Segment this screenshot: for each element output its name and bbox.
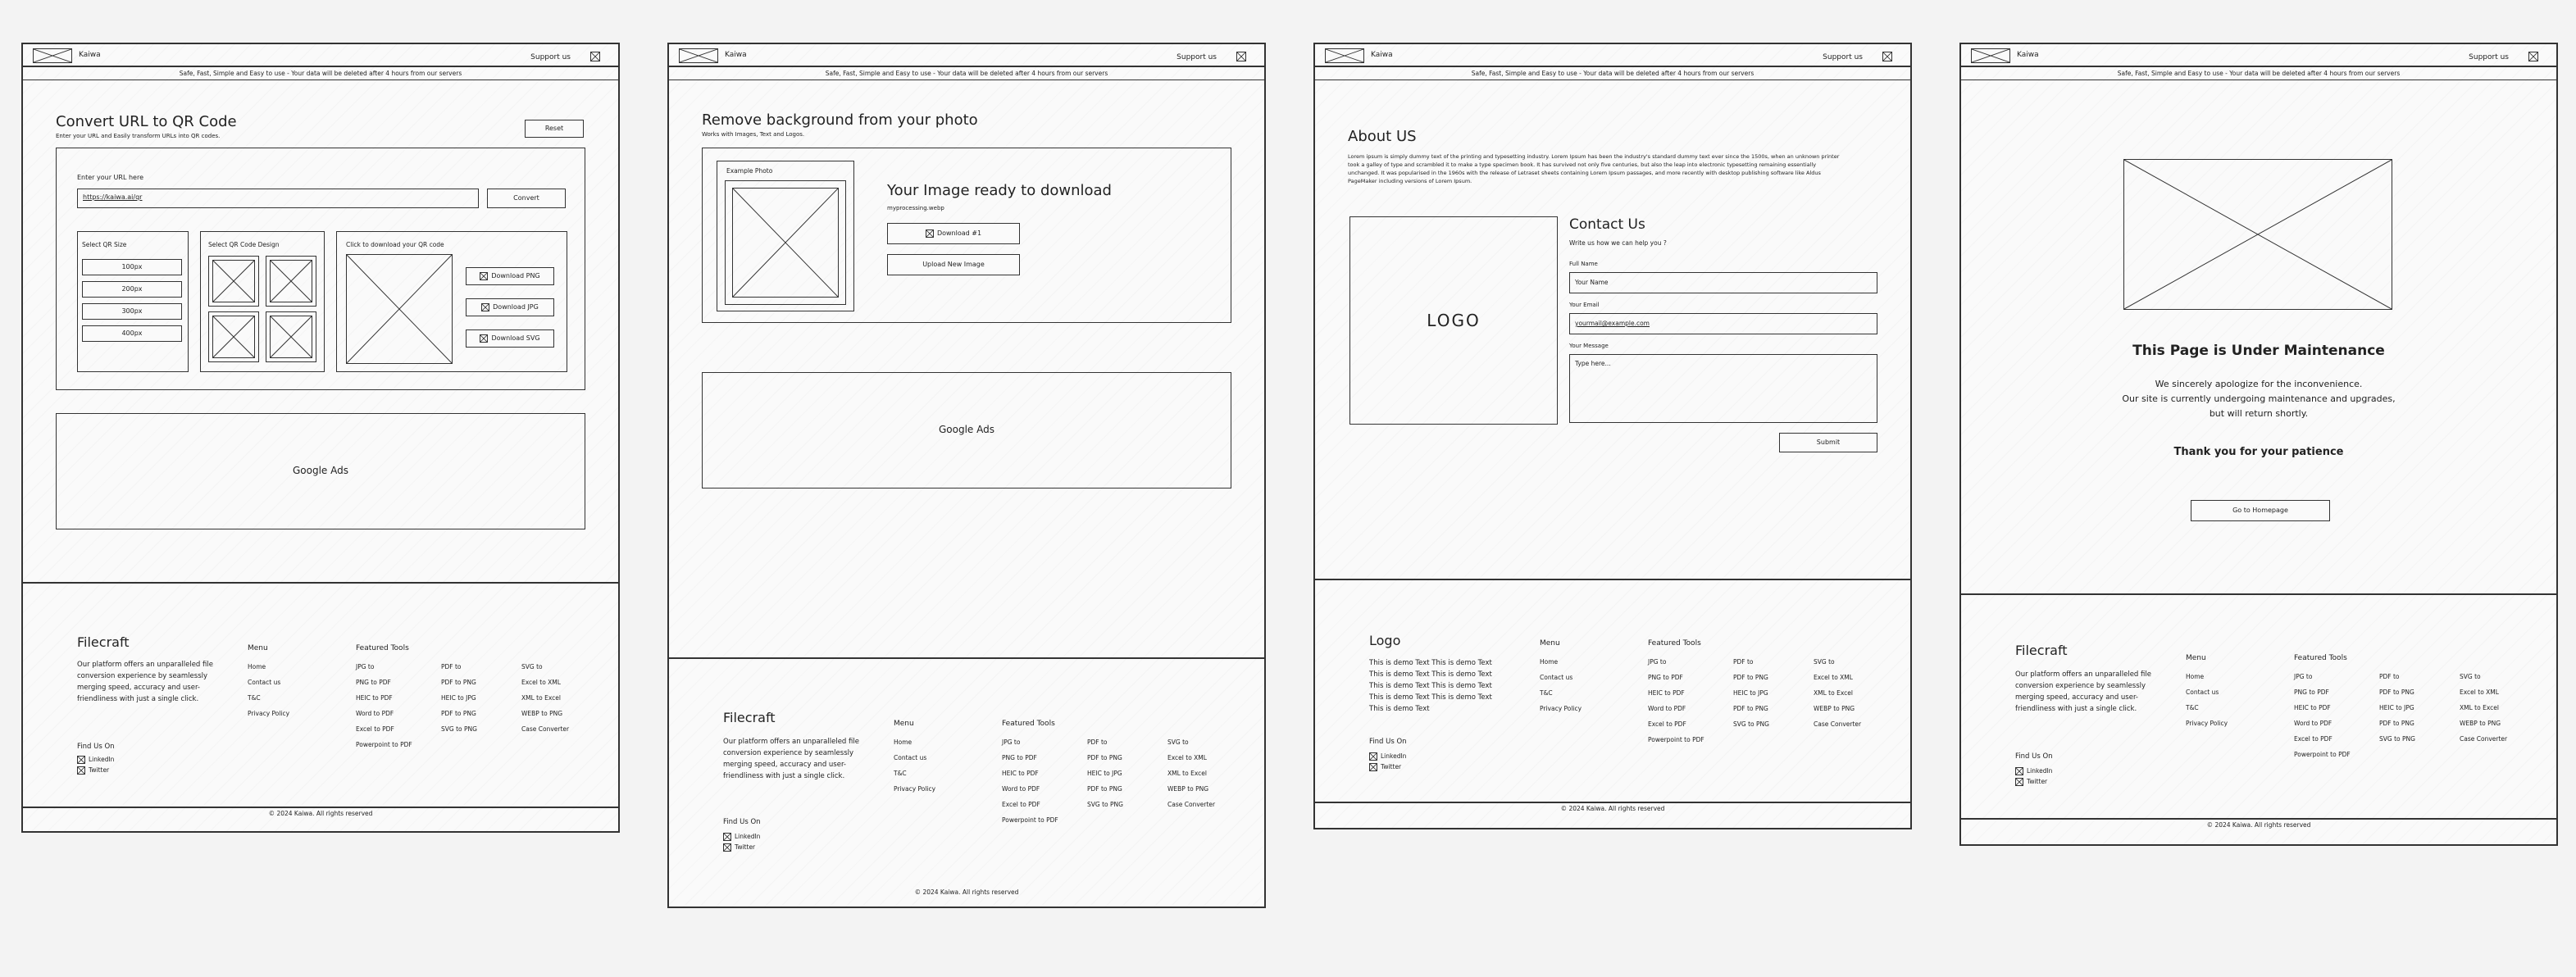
message-placeholder: Type here...: [1575, 360, 1611, 367]
tools-column-2: [2379, 669, 2415, 747]
about-title: About US: [1348, 128, 1417, 145]
footer-desc-line: This is demo Text This is demo Text: [1369, 659, 1492, 667]
tool-link[interactable]: PDF to: [2379, 673, 2400, 680]
tool-link[interactable]: Powerpoint to PDF: [2294, 751, 2351, 758]
tool-link[interactable]: PDF to PNG: [1087, 754, 1122, 761]
message-label: Your Message: [1569, 343, 1609, 349]
tools-column-3: [1167, 734, 1215, 812]
maintenance-page-frame: [1959, 43, 2558, 846]
tool-link[interactable]: HEIC to PDF: [1648, 689, 1685, 697]
tool-link[interactable]: Case Converter: [1814, 720, 1862, 728]
linkedin-label: LinkedIn: [735, 833, 761, 840]
download-jpg-button[interactable]: [466, 298, 554, 316]
submit-button[interactable]: Submit: [1779, 433, 1877, 452]
tool-link[interactable]: PDF to PNG: [2379, 688, 2414, 696]
go-home-button[interactable]: Go to Homepage: [2191, 500, 2330, 521]
size-option[interactable]: 400px: [82, 325, 182, 342]
tool-link[interactable]: SVG to PNG: [2379, 735, 2415, 743]
logo-text: Kaiwa: [79, 51, 101, 59]
twitter-icon: [77, 766, 85, 775]
copyright: © 2024 Kaiwa. All rights reserved: [1315, 802, 1910, 829]
maintenance-image: [2123, 159, 2392, 310]
tools-title: Featured Tools: [2294, 654, 2347, 662]
linkedin-icon: [2015, 767, 2023, 775]
tool-link[interactable]: Excel to PDF: [1648, 720, 1686, 728]
menu-icon[interactable]: [590, 52, 600, 61]
menu-title: Menu: [894, 720, 914, 728]
example-frame: [725, 180, 846, 305]
tool-link[interactable]: Word to PDF: [1002, 785, 1040, 793]
menu-icon[interactable]: [2528, 52, 2538, 61]
email-label: Your Email: [1569, 302, 1600, 308]
linkedin-icon: [77, 756, 85, 764]
linkedin-link[interactable]: [77, 754, 114, 765]
tool-link[interactable]: SVG to: [2460, 673, 2481, 680]
tool-link[interactable]: JPG to: [1002, 738, 1021, 746]
ads-box: [702, 372, 1231, 489]
logo-image[interactable]: [1325, 48, 1364, 63]
footer: [23, 582, 618, 584]
qr-design-option[interactable]: [266, 311, 316, 362]
header: [1961, 44, 2556, 67]
menu-list: [1540, 654, 1582, 716]
size-panel: [77, 231, 189, 372]
footer: [1315, 579, 1910, 580]
logo-placeholder-text: LOGO: [1427, 311, 1481, 330]
menu-link[interactable]: Privacy Policy: [894, 785, 936, 793]
footer-desc-line: conversion experience by seamlessly: [723, 749, 854, 757]
menu-link[interactable]: T&C: [248, 694, 261, 702]
download-button[interactable]: [887, 223, 1020, 244]
tool-link[interactable]: Excel to PDF: [356, 725, 394, 733]
linkedin-link[interactable]: [1369, 751, 1406, 761]
tools-column-2: [441, 659, 477, 737]
maintenance-line-2: Our site is currently undergoing maintenance and upgrades,: [2122, 393, 2396, 404]
twitter-label: Twitter: [1381, 763, 1402, 770]
email-value: yourmail@example.com: [1575, 320, 1650, 327]
size-option[interactable]: 300px: [82, 303, 182, 320]
footer-description: [77, 659, 213, 705]
tools-title: Featured Tools: [1648, 639, 1701, 648]
footer-description: [723, 736, 859, 782]
footer-brand: Filecraft: [77, 634, 130, 650]
download-png-button[interactable]: [466, 267, 554, 285]
maintenance-title: This Page is Under Maintenance: [2132, 343, 2385, 359]
tool-link[interactable]: Case Converter: [2460, 735, 2508, 743]
menu-link[interactable]: Contact us: [2186, 688, 2219, 696]
tools-column-2: [1733, 654, 1769, 732]
tool-link[interactable]: HEIC to PDF: [2294, 704, 2331, 711]
tool-link[interactable]: PDF to PNG: [1733, 705, 1768, 712]
page-title: Remove background from your photo: [702, 111, 978, 129]
menu-list: [2186, 669, 2228, 731]
menu-icon[interactable]: [1236, 52, 1246, 61]
url-input[interactable]: [77, 189, 479, 208]
menu-title: Menu: [248, 644, 268, 652]
tool-link[interactable]: PNG to PDF: [1648, 674, 1683, 681]
menu-list: [894, 734, 935, 797]
find-us-label: Find Us On: [723, 818, 761, 826]
tool-link[interactable]: Excel to XML: [2460, 688, 2499, 696]
tool-link[interactable]: HEIC to JPG: [2379, 704, 2414, 711]
footer-desc-line: This is demo Text This is demo Text: [1369, 693, 1492, 702]
footer-desc-line: merging speed, accuracy and user-: [2015, 693, 2138, 702]
tool-link[interactable]: SVG to: [1167, 738, 1189, 746]
logo-placeholder: [1349, 216, 1558, 425]
ads-label: Google Ads: [939, 424, 994, 435]
menu-link[interactable]: Home: [2186, 673, 2205, 680]
download-icon: [480, 334, 488, 343]
tool-link[interactable]: XML to Excel: [2460, 704, 2499, 711]
qr-design-option[interactable]: [208, 311, 259, 362]
linkedin-label: LinkedIn: [2027, 767, 2053, 775]
tool-link[interactable]: XML to Excel: [1814, 689, 1853, 697]
tool-link[interactable]: HEIC to PDF: [1002, 770, 1039, 777]
menu-link[interactable]: Contact us: [1540, 674, 1573, 681]
linkedin-label: LinkedIn: [1381, 752, 1407, 760]
tool-link[interactable]: WEBP to PNG: [1167, 785, 1209, 793]
download-svg-button[interactable]: [466, 329, 554, 348]
email-input[interactable]: [1569, 313, 1877, 334]
social-links: [723, 831, 760, 852]
menu-link[interactable]: Home: [248, 663, 266, 670]
tools-column-3: [521, 659, 569, 737]
twitter-icon: [2015, 778, 2023, 786]
tool-link[interactable]: WEBP to PNG: [521, 710, 563, 717]
size-label: Select QR Size: [82, 241, 127, 248]
upload-new-button[interactable]: Upload New Image: [887, 254, 1020, 275]
tool-link[interactable]: Excel to PDF: [1002, 801, 1040, 808]
tool-link[interactable]: Case Converter: [1167, 801, 1216, 808]
tool-link[interactable]: Excel to XML: [1814, 674, 1853, 681]
footer-desc-line: friendliness with just a single click.: [723, 772, 845, 780]
support-link[interactable]: Support us: [1823, 53, 1863, 61]
tool-link[interactable]: JPG to: [356, 663, 375, 670]
menu-icon[interactable]: [1882, 52, 1892, 61]
maintenance-line-1: We sincerely apologize for the inconvenience.: [2155, 379, 2363, 389]
url-label: Enter your URL here: [77, 174, 143, 181]
qr-preview-image: [346, 254, 453, 364]
contact-subtitle: Write us how we can help you ?: [1569, 239, 1667, 247]
menu-link[interactable]: Privacy Policy: [2186, 720, 2228, 727]
menu-link[interactable]: Home: [1540, 658, 1559, 666]
support-link[interactable]: Support us: [530, 53, 571, 61]
menu-link[interactable]: Privacy Policy: [1540, 705, 1582, 712]
menu-link[interactable]: Contact us: [248, 679, 281, 686]
download-label: Click to download your QR code: [346, 241, 444, 248]
convert-button[interactable]: Convert: [487, 189, 566, 208]
tool-link[interactable]: PDF to: [441, 663, 462, 670]
tool-link[interactable]: SVG to PNG: [1087, 801, 1123, 808]
tools-column-3: [1814, 654, 1861, 732]
footer-desc-line: friendliness with just a single click.: [2015, 705, 2137, 713]
tool-link[interactable]: PNG to PDF: [2294, 688, 2329, 696]
footer-description: [1369, 657, 1492, 715]
header: [669, 44, 1264, 67]
tool-link[interactable]: Powerpoint to PDF: [1002, 816, 1058, 824]
tool-link[interactable]: PDF to: [1087, 738, 1108, 746]
page-title: Convert URL to QR Code: [56, 113, 237, 130]
download-jpg-label: Download JPG: [493, 303, 539, 311]
logo-text: Kaiwa: [2017, 51, 2039, 59]
footer-desc-line: merging speed, accuracy and user-: [77, 684, 200, 692]
social-links: [2015, 766, 2052, 787]
design-label: Select QR Code Design: [208, 241, 280, 248]
social-links: [77, 754, 114, 775]
tool-link[interactable]: PDF to PNG: [1087, 785, 1122, 793]
linkedin-label: LinkedIn: [89, 756, 115, 763]
twitter-link[interactable]: [77, 765, 114, 775]
tool-link[interactable]: WEBP to PNG: [1814, 705, 1855, 712]
logo-image[interactable]: [679, 48, 718, 63]
logo-text: Kaiwa: [1371, 51, 1393, 59]
notice-bar: Safe, Fast, Simple and Easy to use - Your data will be deleted after 4 hours from our servers: [23, 67, 618, 80]
notice-bar: Safe, Fast, Simple and Easy to use - Your data will be deleted after 4 hours from our servers: [1961, 67, 2556, 80]
tool-link[interactable]: SVG to PNG: [1733, 720, 1769, 728]
header: [1315, 44, 1910, 67]
support-link[interactable]: Support us: [1176, 53, 1217, 61]
twitter-icon: [723, 843, 731, 852]
footer-desc-line: Our platform offers an unparalleled file: [723, 738, 859, 746]
download-label: Download #1: [936, 229, 982, 237]
notice-bar: Safe, Fast, Simple and Easy to use - Your data will be deleted after 4 hours from our servers: [669, 67, 1264, 80]
tool-link[interactable]: PDF to PNG: [441, 679, 476, 686]
menu-title: Menu: [1540, 639, 1560, 648]
header: [23, 44, 618, 67]
menu-link[interactable]: Contact us: [894, 754, 927, 761]
linkedin-icon: [1369, 752, 1377, 761]
qr-design-option[interactable]: [266, 256, 316, 307]
footer-brand: Filecraft: [2015, 643, 2068, 658]
footer-desc-line: conversion experience by seamlessly: [2015, 682, 2146, 690]
social-links: [1369, 751, 1406, 772]
logo-text: Kaiwa: [725, 51, 747, 59]
linkedin-link[interactable]: [2015, 766, 2052, 776]
thanks-text: Thank you for your patience: [2173, 446, 2344, 458]
footer-desc-line: Our platform offers an unparalleled file: [2015, 670, 2151, 679]
tools-column-1: [1002, 734, 1058, 828]
reset-button[interactable]: Reset: [525, 120, 584, 138]
tool-link[interactable]: XML to Excel: [1167, 770, 1207, 777]
menu-title: Menu: [2186, 654, 2206, 662]
about-page-frame: [1313, 43, 1912, 829]
notice-bar: Safe, Fast, Simple and Easy to use - Your data will be deleted after 4 hours from our servers: [1315, 67, 1910, 80]
twitter-icon: [1369, 763, 1377, 771]
twitter-label: Twitter: [2027, 778, 2048, 785]
ready-title: Your Image ready to download: [887, 182, 1112, 199]
footer-desc-line: This is demo Text: [1369, 705, 1430, 713]
menu-link[interactable]: T&C: [2186, 704, 2199, 711]
tool-link[interactable]: PDF to: [1733, 658, 1754, 666]
twitter-link[interactable]: [2015, 776, 2052, 787]
tool-link[interactable]: JPG to: [1648, 658, 1667, 666]
tool-link[interactable]: Excel to XML: [1167, 754, 1207, 761]
footer-description: [2015, 669, 2151, 715]
message-textarea[interactable]: [1569, 354, 1877, 423]
page-subtitle: Works with Images, Text and Logos.: [702, 131, 805, 138]
size-option[interactable]: 100px: [82, 259, 182, 275]
size-option[interactable]: 200px: [82, 281, 182, 298]
download-svg-label: Download SVG: [491, 334, 540, 342]
find-us-label: Find Us On: [77, 743, 115, 751]
tool-link[interactable]: HEIC to JPG: [1733, 689, 1768, 697]
menu-list: [248, 659, 289, 721]
tool-link[interactable]: PDF to PNG: [2379, 720, 2414, 727]
menu-link[interactable]: T&C: [894, 770, 907, 777]
footer-desc-line: This is demo Text This is demo Text: [1369, 682, 1492, 690]
twitter-label: Twitter: [89, 766, 110, 774]
copyright: © 2024 Kaiwa. All rights reserved: [23, 807, 618, 834]
linkedin-link[interactable]: [723, 831, 760, 842]
name-input[interactable]: [1569, 272, 1877, 293]
tools-column-3: [2460, 669, 2507, 747]
download-icon: [480, 272, 488, 280]
menu-link[interactable]: Privacy Policy: [248, 710, 290, 717]
ads-box: [56, 413, 585, 529]
tool-link[interactable]: Word to PDF: [1648, 705, 1686, 712]
tools-column-2: [1087, 734, 1123, 812]
name-label: Full Name: [1569, 261, 1598, 267]
twitter-link[interactable]: [1369, 761, 1406, 772]
tool-link[interactable]: SVG to PNG: [441, 725, 477, 733]
tool-link[interactable]: Case Converter: [521, 725, 570, 733]
footer-brand: Filecraft: [723, 710, 776, 725]
tool-link[interactable]: WEBP to PNG: [2460, 720, 2501, 727]
find-us-label: Find Us On: [2015, 752, 2053, 761]
remove-bg-page-frame: [667, 43, 1266, 908]
tools-column-1: [1648, 654, 1704, 748]
download-icon: [481, 303, 489, 311]
download-png-label: Download PNG: [491, 272, 540, 279]
url-value: https://kaiwa.ai/qr: [83, 193, 143, 201]
page-subtitle: Enter your URL and Easily transform URLs into QR codes.: [56, 133, 221, 139]
download-icon: [926, 229, 934, 238]
result-filename: myprocessing.webp: [887, 205, 944, 211]
tool-link[interactable]: SVG to: [521, 663, 543, 670]
ads-label: Google Ads: [293, 465, 348, 476]
support-link[interactable]: Support us: [2469, 53, 2509, 61]
contact-title: Contact Us: [1569, 216, 1645, 233]
footer-brand: Logo: [1369, 633, 1401, 648]
find-us-label: Find Us On: [1369, 738, 1407, 746]
copyright: © 2024 Kaiwa. All rights reserved: [914, 888, 1019, 896]
tool-link[interactable]: HEIC to PDF: [356, 694, 393, 702]
tool-link[interactable]: Word to PDF: [356, 710, 394, 717]
qr-page-frame: [21, 43, 620, 833]
tool-link[interactable]: HEIC to JPG: [1087, 770, 1122, 777]
tool-link[interactable]: JPG to: [2294, 673, 2313, 680]
footer-desc-line: This is demo Text This is demo Text: [1369, 670, 1492, 679]
tool-link[interactable]: PNG to PDF: [356, 679, 391, 686]
twitter-link[interactable]: [723, 842, 760, 852]
tool-link[interactable]: HEIC to JPG: [441, 694, 476, 702]
about-body: Lorem ipsum is simply dummy text of the printing and typesetting industry. Lorem Ipsum has been the industry's standard dummy text ever since the 1500s, when an unknown printer took a galley of type and scrambled it to make a type specimen book. It has survived not only five centuries, but also the leap into electronic typesetting remaining essentially unchanged. It was popularised in the 1960s with the release of Letraset sheets containing Lorem Ipsum passages, and more recently with desktop publishing software like Aldus PageMaker including versions of Lorem Ipsum.: [1348, 153, 1840, 184]
tools-column-1: [356, 659, 412, 752]
tool-link[interactable]: PDF to PNG: [441, 710, 476, 717]
tools-title: Featured Tools: [356, 644, 409, 652]
maintenance-line-3: but will return shortly.: [2209, 408, 2309, 419]
menu-link[interactable]: Home: [894, 738, 913, 746]
example-label: Example Photo: [726, 167, 773, 175]
footer: [1961, 593, 2556, 595]
tool-link[interactable]: XML to Excel: [521, 694, 561, 702]
twitter-label: Twitter: [735, 843, 756, 851]
linkedin-icon: [723, 833, 731, 841]
tool-link[interactable]: Powerpoint to PDF: [356, 741, 412, 748]
tool-link[interactable]: PNG to PDF: [1002, 754, 1037, 761]
footer-desc-line: merging speed, accuracy and user-: [723, 761, 846, 769]
tool-link[interactable]: Word to PDF: [2294, 720, 2333, 727]
footer-desc-line: Our platform offers an unparalleled file: [77, 661, 213, 669]
tool-link[interactable]: Excel to XML: [521, 679, 561, 686]
copyright: © 2024 Kaiwa. All rights reserved: [1961, 818, 2556, 845]
tool-link[interactable]: SVG to: [1814, 658, 1835, 666]
footer-desc-line: conversion experience by seamlessly: [77, 672, 208, 680]
tool-link[interactable]: Powerpoint to PDF: [1648, 736, 1704, 743]
tool-link[interactable]: PDF to PNG: [1733, 674, 1768, 681]
tools-title: Featured Tools: [1002, 720, 1055, 728]
tool-link[interactable]: Excel to PDF: [2294, 735, 2333, 743]
menu-link[interactable]: T&C: [1540, 689, 1553, 697]
logo-image[interactable]: [33, 48, 72, 63]
name-placeholder: Your Name: [1575, 279, 1609, 286]
tools-column-1: [2294, 669, 2351, 762]
qr-design-option[interactable]: [208, 256, 259, 307]
footer: [669, 657, 1264, 659]
footer-desc-line: friendliness with just a single click.: [77, 695, 199, 703]
logo-image[interactable]: [1971, 48, 2010, 63]
